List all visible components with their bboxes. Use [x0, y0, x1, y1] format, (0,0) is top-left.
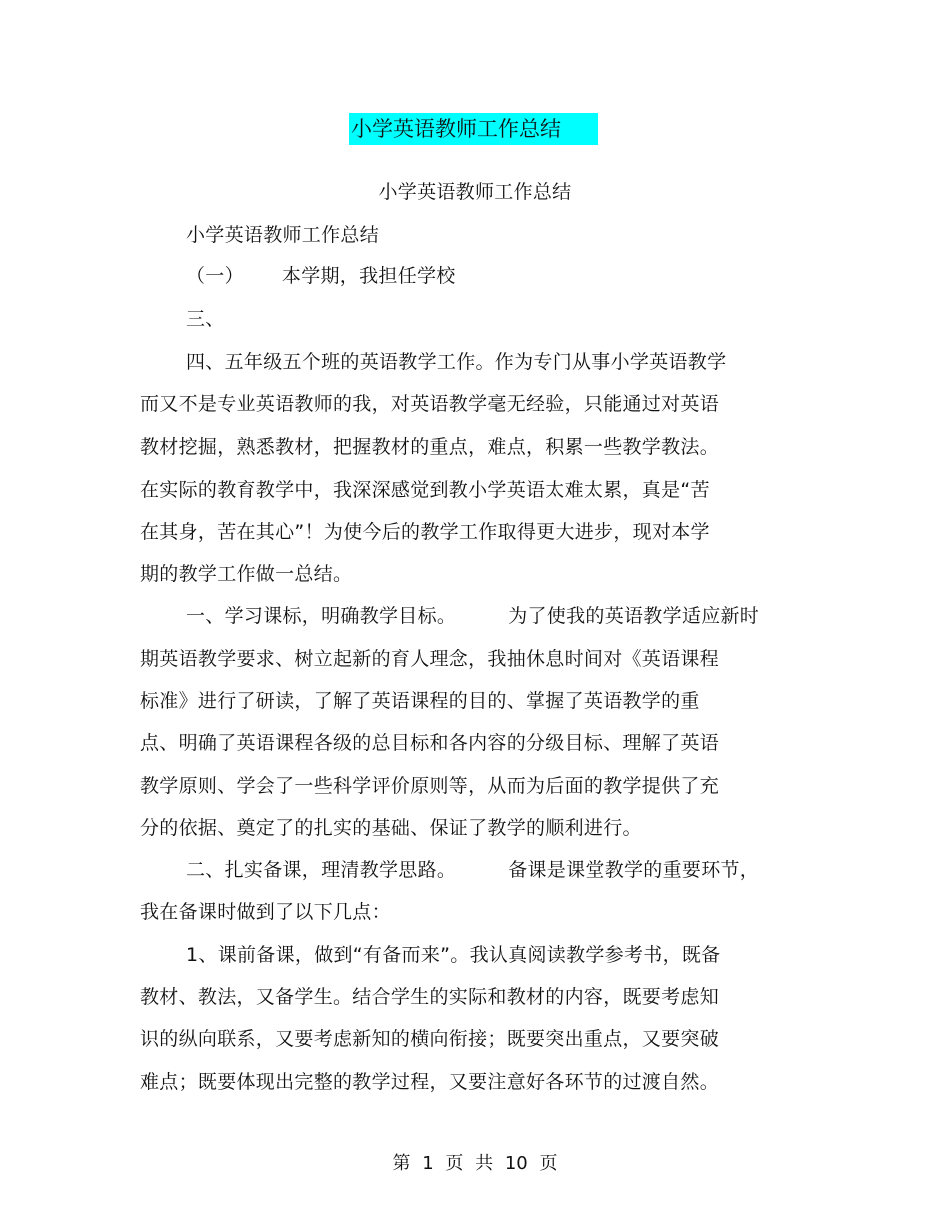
text-line: [186, 604, 759, 628]
text-line: 在其身，苦在其心”！为使今后的教学工作取得更大进步，现对本学: [140, 521, 710, 543]
text-segment: 本学期，我担任学校: [281, 265, 456, 287]
text-line: 教学原则、学会了一些科学评价原则等，从而为后面的教学提供了充: [140, 775, 720, 797]
text-line: 期英语教学要求、树立起新的育人理念，我抽休息时间对《英语课程: [140, 648, 720, 670]
text-line: 分的依据、奠定了的扎实的基础、保证了教学的顺利进行。: [140, 817, 642, 839]
text-line: 在实际的教育教学中，我深深感觉到教小学英语太难太累，真是“苦: [140, 479, 710, 501]
text-line: [186, 858, 759, 882]
section-heading: 一、学习课标，明确教学目标。: [186, 605, 457, 627]
section-number: （一）: [186, 265, 244, 287]
document-title: 小学英语教师工作总结: [349, 113, 598, 145]
text-line: 期的教学工作做一总结。: [140, 563, 353, 585]
text-line: 四、五年级五个班的英语教学工作。作为专门从事小学英语教学: [186, 351, 727, 373]
text-line: 难点；既要体现出完整的教学过程，又要注意好各环节的过渡自然。: [140, 1071, 720, 1093]
text-line: 点、明确了英语课程各级的总目标和各内容的分级目标、理解了英语: [140, 732, 720, 754]
text-line: 识的纵向联系，又要考虑新知的横向衔接；既要突出重点，又要突破: [140, 1028, 720, 1050]
text-line: 我在备课时做到了以下几点：: [140, 901, 391, 923]
section-heading: 二、扎实备课，理清教学思路。: [186, 859, 457, 881]
text-line: [186, 264, 456, 288]
text-line: 标准》进行了研读，了解了英语课程的目的、掌握了英语教学的重: [140, 690, 700, 712]
text-line: 教材挖掘，熟悉教材，把握教材的重点，难点，积累一些教学教法。: [140, 436, 720, 458]
text-line: 1、课前备课，做到“有备而来”。我认真阅读教学参考书，既备: [186, 944, 721, 966]
text-segment: 为了使我的英语教学适应新时: [508, 605, 760, 627]
text-segment: 备课是课堂教学的重要环节，: [508, 859, 760, 881]
text-line: 三、: [186, 308, 225, 330]
text-line: 教材、教法，又备学生。结合学生的实际和教材的内容，既要考虑知: [140, 986, 720, 1008]
text-line: 而又不是专业英语教师的我，对英语教学毫无经验，只能通过对英语: [140, 393, 720, 415]
page-number-footer: 第 1 页 共 10 页: [392, 1153, 558, 1174]
document-subtitle: 小学英语教师工作总结: [378, 181, 572, 203]
text-line: 小学英语教师工作总结: [186, 224, 380, 246]
